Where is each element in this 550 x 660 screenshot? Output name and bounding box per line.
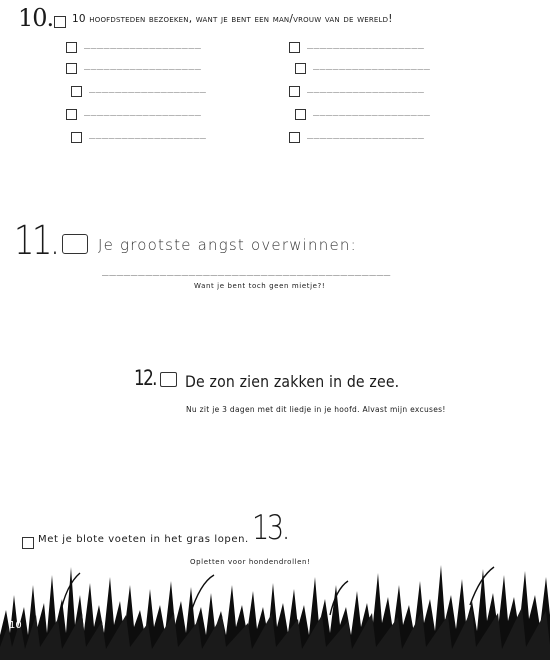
checkbox-icon[interactable]: [66, 42, 77, 53]
section-13-note: Opletten voor hondendrollen!: [190, 558, 311, 566]
checkbox-icon[interactable]: [22, 537, 34, 549]
section-10-number: 10.: [18, 4, 54, 32]
list-line[interactable]: __________________: [307, 82, 425, 93]
section-10-title: 10 hoofdsteden bezoeken, want je bent een man/vrouw van de wereld!: [72, 13, 393, 25]
checkbox-icon[interactable]: [289, 42, 300, 53]
checkbox-icon[interactable]: [54, 16, 66, 28]
list-line[interactable]: __________________: [89, 128, 207, 139]
section-11-note: Want je bent toch geen mietje?!: [194, 282, 326, 290]
list-line[interactable]: __________________: [307, 128, 425, 139]
list-line[interactable]: __________________: [84, 105, 202, 116]
section-13-title: Met je blote voeten in het gras lopen.: [38, 534, 249, 545]
checkbox-icon[interactable]: [295, 63, 306, 74]
list-line[interactable]: __________________: [84, 59, 202, 70]
list-line[interactable]: __________________: [313, 59, 431, 70]
answer-line[interactable]: ________________________________________: [102, 263, 391, 276]
section-11-number: 11.: [14, 218, 58, 264]
list-line[interactable]: __________________: [307, 38, 425, 49]
checkbox-icon[interactable]: [66, 109, 77, 120]
checkbox-icon[interactable]: [71, 132, 82, 143]
checkbox-icon[interactable]: [295, 109, 306, 120]
page-number: 10: [9, 620, 22, 631]
section-11-title: Je grootste angst overwinnen:: [98, 236, 357, 254]
checkbox-icon[interactable]: [289, 86, 300, 97]
list-line[interactable]: __________________: [313, 105, 431, 116]
checkbox-icon[interactable]: [160, 372, 177, 387]
checkbox-icon[interactable]: [289, 132, 300, 143]
list-line[interactable]: __________________: [84, 38, 202, 49]
checkbox-icon[interactable]: [71, 86, 82, 97]
section-13-number: 13.: [252, 508, 289, 548]
list-line[interactable]: __________________: [89, 82, 207, 93]
section-12-number: 12.: [134, 366, 156, 390]
section-12-title: De zon zien zakken in de zee.: [185, 372, 400, 391]
section-12-note: Nu zit je 3 dagen met dit liedje in je hoofd. Alvast mijn excuses!: [186, 405, 446, 414]
grass-illustration: [0, 555, 550, 660]
checkbox-icon[interactable]: [66, 63, 77, 74]
checkbox-icon[interactable]: [62, 234, 88, 254]
